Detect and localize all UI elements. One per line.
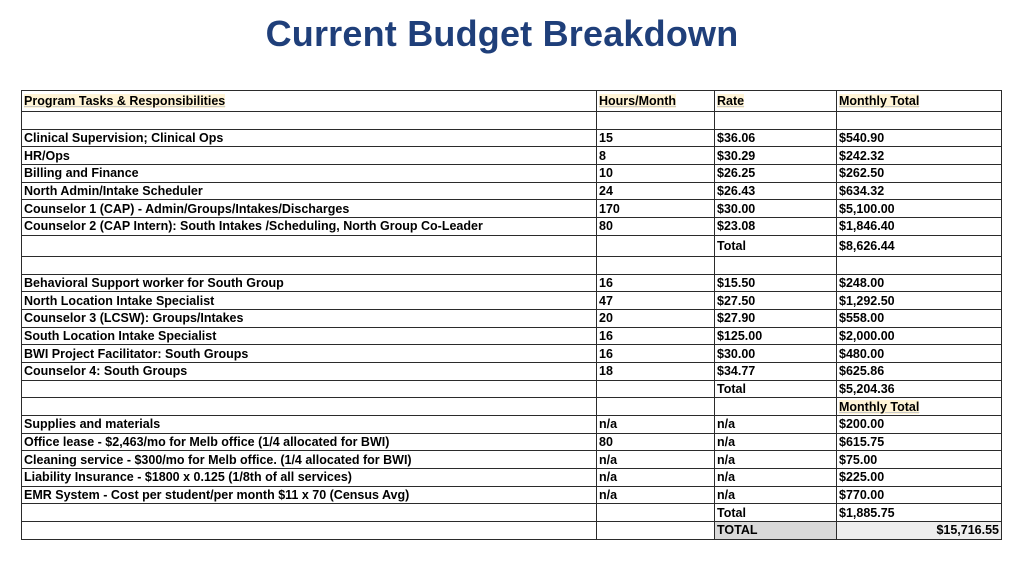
table-row [22, 433, 1002, 451]
task-cell: Liability Insurance - $1800 x 0.125 (1/8th of all services) [22, 469, 597, 487]
task-cell: Counselor 2 (CAP Intern): South Intakes /Scheduling, North Group Co-Leader [22, 218, 597, 236]
table-row [22, 486, 1002, 504]
table-row [22, 309, 1002, 327]
table-row [22, 345, 1002, 363]
rate-cell: $30.00 [715, 345, 837, 363]
hours-cell: 24 [597, 182, 715, 200]
total-cell: $615.75 [837, 433, 1002, 451]
total-cell: $634.32 [837, 182, 1002, 200]
table-row [22, 129, 1002, 147]
section-total-row [22, 504, 1002, 522]
table-row [22, 416, 1002, 434]
task-cell: Billing and Finance [22, 165, 597, 183]
total-cell: $262.50 [837, 165, 1002, 183]
table-row [22, 451, 1002, 469]
rate-cell: n/a [715, 416, 837, 434]
rate-cell: $27.90 [715, 309, 837, 327]
rate-cell: $36.06 [715, 129, 837, 147]
rate-cell: $15.50 [715, 274, 837, 292]
hours-cell: n/a [597, 451, 715, 469]
task-cell: BWI Project Facilitator: South Groups [22, 345, 597, 363]
rate-cell: n/a [715, 469, 837, 487]
table-row [22, 362, 1002, 380]
task-cell: Counselor 1 (CAP) - Admin/Groups/Intakes/Discharges [22, 200, 597, 218]
hours-cell: 16 [597, 345, 715, 363]
rate-cell: $34.77 [715, 362, 837, 380]
grand-total-value: $15,716.55 [837, 522, 1002, 540]
section-header-row [22, 398, 1002, 416]
hours-cell: 20 [597, 309, 715, 327]
spacer-row [22, 112, 1002, 130]
table-row [22, 292, 1002, 310]
rate-cell: $23.08 [715, 218, 837, 236]
table-row [22, 165, 1002, 183]
hours-cell: n/a [597, 416, 715, 434]
page-title: Current Budget Breakdown [265, 13, 739, 54]
section-total-label: Total [715, 235, 837, 256]
spacer-row [22, 256, 1002, 274]
grand-total-row [22, 522, 1002, 540]
total-cell: $248.00 [837, 274, 1002, 292]
budget-table [21, 90, 1002, 540]
total-cell: $1,846.40 [837, 218, 1002, 236]
rate-cell: $26.43 [715, 182, 837, 200]
total-cell: $242.32 [837, 147, 1002, 165]
rate-cell: $30.00 [715, 200, 837, 218]
rate-cell: n/a [715, 451, 837, 469]
hours-cell: 16 [597, 274, 715, 292]
total-cell: $5,100.00 [837, 200, 1002, 218]
task-cell: Cleaning service - $300/mo for Melb office. (1/4 allocated for BWI) [22, 451, 597, 469]
rate-cell: $30.29 [715, 147, 837, 165]
hours-cell: 18 [597, 362, 715, 380]
hours-cell: 15 [597, 129, 715, 147]
section-total-value: $5,204.36 [837, 380, 1002, 398]
total-cell: $558.00 [837, 309, 1002, 327]
task-cell: HR/Ops [22, 147, 597, 165]
section-total-label: Total [715, 504, 837, 522]
rate-cell: $27.50 [715, 292, 837, 310]
task-cell: Counselor 3 (LCSW): Groups/Intakes [22, 309, 597, 327]
header-monthly-total: Monthly Total [837, 91, 1002, 112]
section-total-row [22, 380, 1002, 398]
table-row [22, 182, 1002, 200]
task-cell: Counselor 4: South Groups [22, 362, 597, 380]
task-cell: Supplies and materials [22, 416, 597, 434]
total-cell: $770.00 [837, 486, 1002, 504]
task-cell: EMR System - Cost per student/per month $11 x 70 (Census Avg) [22, 486, 597, 504]
hours-cell: 16 [597, 327, 715, 345]
table-row [22, 200, 1002, 218]
table-row [22, 327, 1002, 345]
section3-header: Monthly Total [837, 398, 1002, 416]
task-cell: Behavioral Support worker for South Group [22, 274, 597, 292]
rate-cell: n/a [715, 486, 837, 504]
task-cell: North Admin/Intake Scheduler [22, 182, 597, 200]
grand-total-label: TOTAL [715, 522, 837, 540]
section-total-value: $8,626.44 [837, 235, 1002, 256]
hours-cell: 170 [597, 200, 715, 218]
table-header-row [22, 91, 1002, 112]
section-total-row [22, 235, 1002, 256]
rate-cell: $26.25 [715, 165, 837, 183]
hours-cell: n/a [597, 486, 715, 504]
task-cell: Clinical Supervision; Clinical Ops [22, 129, 597, 147]
total-cell: $225.00 [837, 469, 1002, 487]
task-cell: North Location Intake Specialist [22, 292, 597, 310]
header-hours: Hours/Month [597, 91, 715, 112]
task-cell: Office lease - $2,463/mo for Melb office (1/4 allocated for BWI) [22, 433, 597, 451]
table-row [22, 218, 1002, 236]
hours-cell: 10 [597, 165, 715, 183]
total-cell: $480.00 [837, 345, 1002, 363]
total-cell: $625.86 [837, 362, 1002, 380]
total-cell: $200.00 [837, 416, 1002, 434]
total-cell: $1,292.50 [837, 292, 1002, 310]
hours-cell: 47 [597, 292, 715, 310]
hours-cell: 8 [597, 147, 715, 165]
total-cell: $75.00 [837, 451, 1002, 469]
hours-cell: n/a [597, 469, 715, 487]
hours-cell: 80 [597, 433, 715, 451]
rate-cell: n/a [715, 433, 837, 451]
section-total-label: Total [715, 380, 837, 398]
header-task: Program Tasks & Responsibilities [22, 91, 597, 112]
hours-cell: 80 [597, 218, 715, 236]
total-cell: $540.90 [837, 129, 1002, 147]
table-row [22, 274, 1002, 292]
section-total-value: $1,885.75 [837, 504, 1002, 522]
task-cell: South Location Intake Specialist [22, 327, 597, 345]
header-rate: Rate [715, 91, 837, 112]
rate-cell: $125.00 [715, 327, 837, 345]
table-row [22, 469, 1002, 487]
table-row [22, 147, 1002, 165]
total-cell: $2,000.00 [837, 327, 1002, 345]
